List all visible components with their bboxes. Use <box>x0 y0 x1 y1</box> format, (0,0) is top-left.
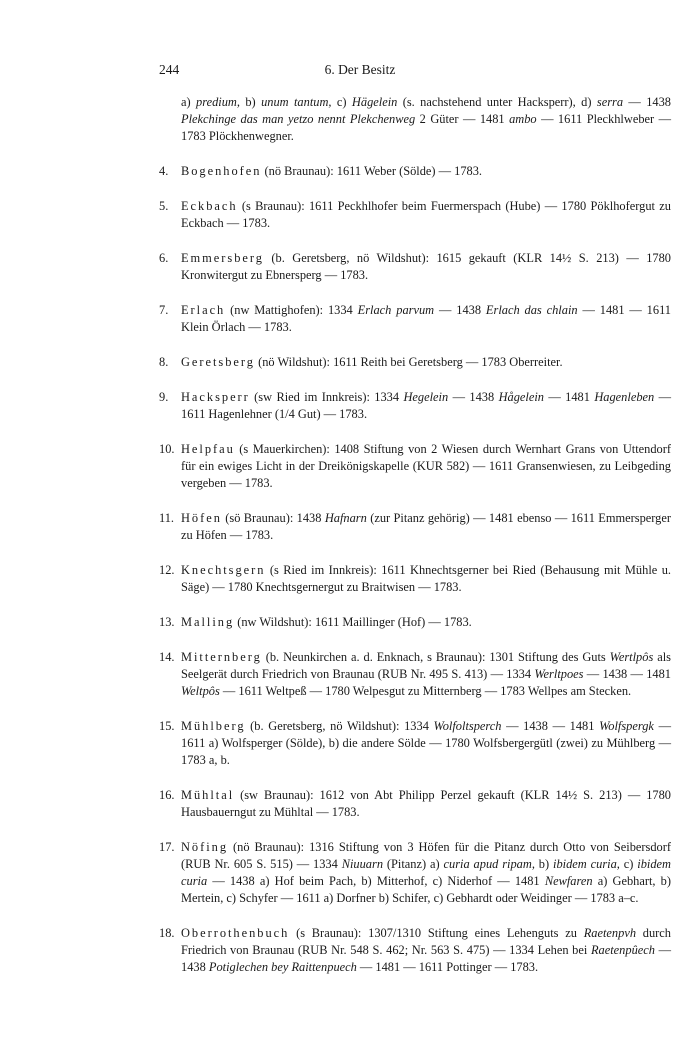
italic-term: Wolfoltsperch <box>433 719 502 733</box>
place-name: Mitternberg <box>181 650 262 664</box>
running-head: 6. Der Besitz <box>324 62 396 77</box>
italic-term: ambo <box>509 112 537 126</box>
place-name: Erlach <box>181 303 226 317</box>
italic-term: ibidem curia, <box>553 857 620 871</box>
italic-term: Hegelein <box>403 390 449 404</box>
entry-text: — 1438 <box>434 303 486 317</box>
entry-text: b) <box>534 857 554 871</box>
entry-text: (s Mauerkirchen): 1408 Stiftung von 2 Wiesen durch Wernhart Grans von Uttendorf für ein ewiges Licht in der Dreikönigskapelle (KUR 582) — 1611 Gransenwiesen, zu Leibgeding vergeben — 1783. <box>181 442 671 490</box>
entry-number: 16. <box>159 788 175 802</box>
italic-term: ibidem curia <box>181 857 671 888</box>
place-name: Malling <box>181 615 235 629</box>
place-name: Oberrothenbuch <box>181 926 290 940</box>
entry <box>159 198 671 232</box>
entry-text: als Seelgerät durch Friedrich von Braunau (RUB Nr. 495 S. 413) — 1334 <box>181 650 671 681</box>
entry-text: (nö Braunau): 1611 Weber (Sölde) — 1783. <box>261 164 483 178</box>
entry-text: a) Gebhart, b) Mertein, c) Schyfer — 1611 a) Dorfner b) Schifer, c) Gebhardt oder Weidinger — 1783 a–c. <box>181 874 672 905</box>
entry <box>159 649 671 700</box>
italic-term: Raetenpvh <box>583 926 637 940</box>
entry-text: (s. nachstehend unter Hacksperr), d) <box>397 95 597 109</box>
entry-number: 7. <box>159 303 169 317</box>
entry <box>159 389 671 423</box>
entry-number: 13. <box>159 615 175 629</box>
entry <box>159 163 671 180</box>
italic-term: Wertlpôs <box>609 650 654 664</box>
entry-text: durch Friedrich von Braunau (RUB Nr. 548 S. 462; Nr. 563 S. 475) — 1334 Lehen bei <box>181 926 672 957</box>
entry-number: 9. <box>159 390 169 404</box>
italic-term: Niuuarn <box>341 857 384 871</box>
entry <box>159 562 671 596</box>
entry-text: b) <box>239 95 262 109</box>
entry-text: (s Braunau): 1611 Peckhlhofer beim Fuermerspach (Hube) — 1780 Pöklhofergut zu Eckbach — 1783. <box>181 199 671 230</box>
entry <box>159 250 671 284</box>
continued-entry-text <box>181 94 671 145</box>
entry-text: (nö Braunau): 1316 Stiftung von 3 Höfen für die Pitanz durch Otto von Seibersdorf (RUB Nr. 605 S. 515) — 1334 <box>181 840 671 871</box>
entry-text: (s Ried im Innkreis): 1611 Khnechtsgerner bei Ried (Behausung mit Mühle u. Säge) — 1780 Knechtsgernergut zu Braitwisen — 1783. <box>181 563 671 594</box>
entry <box>159 839 671 907</box>
entry-text: — 1481 — 1611 Klein Örlach — 1783. <box>181 303 671 334</box>
entry-text: — 1438 — 1481 <box>501 719 600 733</box>
place-name: Eckbach <box>181 199 238 213</box>
italic-term: Weltpôs <box>181 684 220 698</box>
italic-term: Erlach parvum <box>357 303 435 317</box>
italic-term: Plekchinge das man yetzo nennt Plekchenweg <box>181 112 416 126</box>
entry-number: 4. <box>159 164 169 178</box>
entry <box>159 614 671 631</box>
entry-text: 2 Güter — 1481 <box>415 112 510 126</box>
italic-term: Hågelein <box>498 390 544 404</box>
italic-term: Werltpoes <box>534 667 584 681</box>
entry-number: 8. <box>159 355 169 369</box>
entry <box>159 302 671 336</box>
entry-text: (nö Wildshut): 1611 Reith bei Geretsberg — 1783 Oberreiter. <box>254 355 563 369</box>
entry-text: c) <box>331 95 352 109</box>
entry-number: 14. <box>159 650 175 664</box>
place-name: Helpfau <box>181 442 235 456</box>
entry-text: — 1481 — 1611 Pottinger — 1783. <box>356 960 539 974</box>
entry-text: — 1438 <box>181 943 671 974</box>
entry-text: — 1438 <box>448 390 499 404</box>
entry <box>159 718 671 769</box>
entry-text: c) <box>619 857 638 871</box>
italic-term: serra <box>596 95 624 109</box>
entry-text: (s Braunau): 1307/1310 Stiftung eines Lehenguts zu <box>289 926 584 940</box>
entry-number: 5. <box>159 199 169 213</box>
entry-text: a) <box>181 95 197 109</box>
entry-number: 10. <box>159 442 175 456</box>
italic-term: Potiglechen bey Raittenpuech <box>208 960 357 974</box>
page-number: 244 <box>159 62 180 77</box>
entry-list <box>159 163 671 976</box>
entry-text: (b. Geretsberg, nö Wildshut): 1334 <box>245 719 434 733</box>
place-name: Hacksperr <box>181 390 250 404</box>
entry-text: (sw Braunau): 1612 von Abt Philipp Perzel gekauft (KLR 14½ S. 213) — 1780 Hausbauerngut zu Mühltal — 1783. <box>181 788 671 819</box>
entry-text: (nw Wildshut): 1611 Maillinger (Hof) — 1783. <box>234 615 472 629</box>
place-name: Mühltal <box>181 788 235 802</box>
place-name: Emmersberg <box>181 251 264 265</box>
entry-text: — 1611 Weltpeß — 1780 Welpesgut zu Mitternberg — 1783 Wellpes am Stecken. <box>219 684 632 698</box>
entry <box>159 787 671 821</box>
place-name: Mühlberg <box>181 719 246 733</box>
entry-text: — 1611 Pleckhlweber — 1783 Plöckhenwegner. <box>181 112 671 143</box>
entry-text: — 1438 — 1481 <box>583 667 672 681</box>
entry-text: — 1438 <box>623 95 671 109</box>
entry-number: 11. <box>159 511 175 525</box>
page-body <box>159 94 671 994</box>
entry-text: — 1611 a) Wolfsperger (Sölde), b) die andere Sölde — 1780 Wolfsbergergütl (zwei) zu Mühlberg — 1783 a, b. <box>181 719 671 767</box>
entry-text: — 1611 Hagenlehner (1/4 Gut) — 1783. <box>181 390 672 421</box>
entry-number: 12. <box>159 563 175 577</box>
entry-text: (Pitanz) a) <box>383 857 444 871</box>
entry-text: (zur Pitanz gehörig) — 1481 ebenso — 1611 Emmersperger zu Höfen — 1783. <box>181 511 671 542</box>
entry-text: (nw Mattighofen): 1334 <box>225 303 358 317</box>
place-name: Höfen <box>181 511 222 525</box>
entry-text: (b. Geretsberg, nö Wildshut): 1615 gekauft (KLR 14½ S. 213) — 1780 Kronwitergut zu Ebnersperg — 1783. <box>181 251 671 282</box>
entry-text: — 1481 <box>543 390 595 404</box>
entry-number: 17. <box>159 840 175 854</box>
italic-term: Wolfspergk <box>599 719 654 733</box>
entry-text: (b. Neunkirchen a. d. Enknach, s Braunau): 1301 Stiftung des Guts <box>261 650 610 664</box>
entry-text: (sw Ried im Innkreis): 1334 <box>249 390 404 404</box>
italic-term: predium, <box>196 95 240 109</box>
entry <box>159 925 671 976</box>
entry-text: (sö Braunau): 1438 <box>221 511 325 525</box>
italic-term: Hägelein <box>351 95 398 109</box>
italic-term: Raetenpûech <box>590 943 655 957</box>
entry-text: — 1438 a) Hof beim Pach, b) Mitterhof, c) Niderhof — 1481 <box>207 874 545 888</box>
entry <box>159 354 671 371</box>
italic-term: Hagenleben <box>594 390 655 404</box>
place-name: Nöfing <box>181 840 229 854</box>
italic-term: Hafnarn <box>324 511 367 525</box>
italic-term: unum tantum, <box>261 95 332 109</box>
entry-number: 18. <box>159 926 175 940</box>
italic-term: curia apud ripam, <box>443 857 535 871</box>
entry-number: 15. <box>159 719 175 733</box>
italic-term: Newfaren <box>544 874 593 888</box>
italic-term: Erlach das chlain <box>485 303 578 317</box>
entry <box>159 441 671 492</box>
place-name: Geretsberg <box>181 355 255 369</box>
place-name: Bogenhofen <box>181 164 262 178</box>
entry <box>159 510 671 544</box>
entry-number: 6. <box>159 251 169 265</box>
place-name: Knechtsgern <box>181 563 266 577</box>
